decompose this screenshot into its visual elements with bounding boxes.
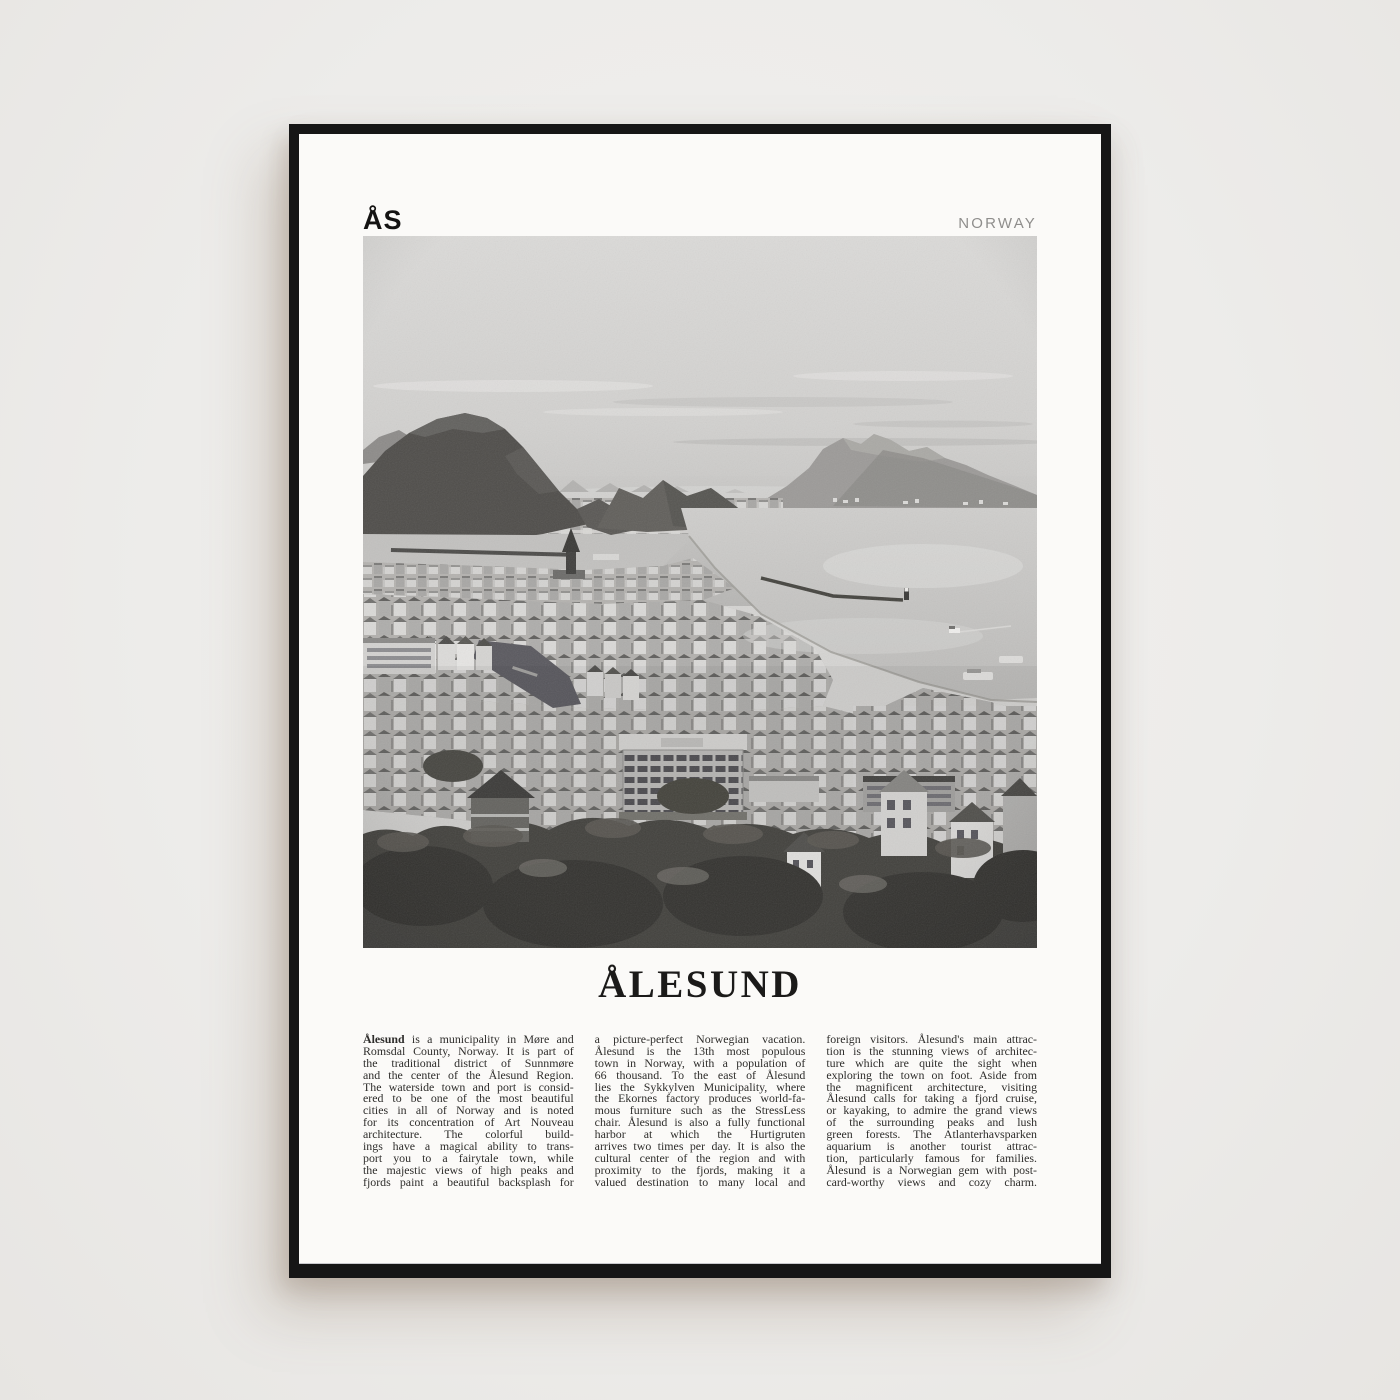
poster-country-label: NORWAY <box>958 215 1037 232</box>
article-line: Ålesund is a Norwegian gem with post- <box>826 1162 1038 1177</box>
article-line: and the center of the Ålesund Region. <box>363 1067 574 1082</box>
article-line: mous furniture such as the StressLess <box>594 1103 806 1118</box>
article-line: lies the Sykkylven Municipality, where <box>594 1079 806 1094</box>
article-line: or kayaking, to admire the grand views <box>826 1103 1038 1118</box>
article-line: ings have a magical ability to trans- <box>363 1139 574 1154</box>
article-line: the majestic views of high peaks and <box>363 1162 574 1177</box>
film-grain <box>363 236 1037 948</box>
article-line: valued destination to many local and <box>594 1174 806 1189</box>
article-line: the Ekornes factory produces world-fa- <box>594 1091 806 1106</box>
article-column-2 <box>594 1031 806 1189</box>
article-line: Ålesund is the 13th most populous <box>594 1043 806 1058</box>
article-line: tion is the stunning views of architec- <box>826 1043 1038 1058</box>
article-line: architecture. The colorful build- <box>363 1127 574 1142</box>
article-line: Ålesund calls for taking a fjord cruise, <box>826 1091 1038 1106</box>
poster-frame <box>289 124 1111 1278</box>
article-line: card-worthy views and cozy charm. <box>826 1174 1038 1189</box>
article-line: Ålesund is a municipality in Møre and <box>363 1031 574 1046</box>
article-line: exploring the town on foot. Aside from <box>826 1067 1038 1082</box>
article-line: green forests. The Atlanterhavsparken <box>826 1127 1038 1142</box>
article-line: arrives two times per day. It is also the <box>594 1139 806 1154</box>
alesund-photo <box>363 236 1037 948</box>
article-line: harbor at which the Hurtigruten <box>594 1127 806 1142</box>
article-line: fjords paint a beautiful backsplash for <box>363 1174 574 1189</box>
article-line: a picture-perfect Norwegian vacation. <box>594 1031 806 1046</box>
article-line: ture which are quite the sight when <box>826 1055 1038 1070</box>
article-line: for its concentration of Art Nouveau <box>363 1115 574 1130</box>
article-column-3 <box>826 1031 1038 1189</box>
poster <box>299 134 1101 1264</box>
article-line: The waterside town and port is consid- <box>363 1079 574 1094</box>
article <box>363 1031 1038 1189</box>
article-line: chair. Ålesund is also a fully functional <box>594 1115 806 1130</box>
article-line: cities in all of Norway and is noted <box>363 1103 574 1118</box>
article-line: the magnificent architecture, visiting <box>826 1079 1038 1094</box>
article-column-1 <box>363 1031 574 1189</box>
article-line: proximity to the fjords, making it a <box>594 1162 806 1177</box>
article-line: town in Norway, with a population of <box>594 1055 806 1070</box>
article-line: Romsdal County, Norway. It is part of <box>363 1043 574 1058</box>
article-line: tion, particularly famous for families. <box>826 1150 1038 1165</box>
article-line: ered to be one of the most beautiful <box>363 1091 574 1106</box>
article-line: the traditional district of Sunnmøre <box>363 1055 574 1070</box>
article-line: 66 thousand. To the east of Ålesund <box>594 1067 806 1082</box>
poster-location-label: ÅS <box>363 205 403 235</box>
article-line: of the surrounding peaks and lush <box>826 1115 1038 1130</box>
article-line: aquarium is another tourist attrac- <box>826 1139 1038 1154</box>
article-line: cultural center of the region and with <box>594 1150 806 1165</box>
article-line: port you to a fairytale town, while <box>363 1150 574 1165</box>
poster-header <box>363 198 1037 234</box>
poster-title: ÅLESUND <box>598 963 802 1006</box>
article-line: foreign visitors. Ålesund's main attrac- <box>826 1031 1038 1046</box>
